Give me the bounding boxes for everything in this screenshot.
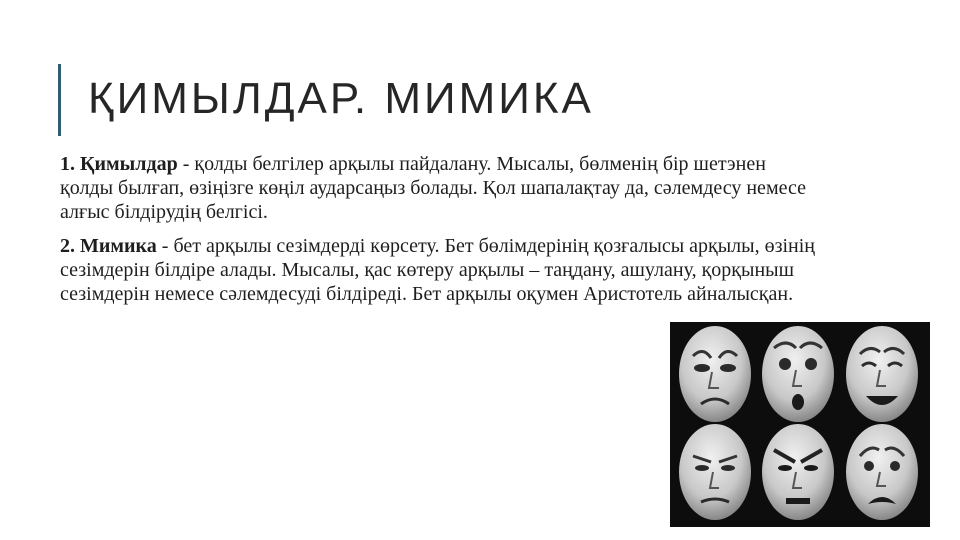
paragraph-mimicry: [60, 234, 820, 306]
paragraph-gestures: [60, 152, 820, 224]
body-text: [60, 152, 820, 316]
paragraph-term: 2. Мимика: [60, 235, 157, 257]
paragraph-text: - қолды белгілер арқылы пайдалану. Мысалы, бөлменің бір шетэнен қолды былғап, өзіңізге көңіл аударсаңыз болады. Қол шапалақтау да, сәлемдесу немесе алғыс білдірудің белгісі.: [60, 153, 806, 223]
masks-photo: [670, 322, 930, 527]
mask-laughing: [846, 326, 918, 422]
mask-sad: [679, 326, 751, 422]
mask-fear: [846, 424, 918, 520]
mask-disgust: [679, 424, 751, 520]
mask-angry: [762, 424, 834, 520]
paragraph-term: 1. Қимылдар: [60, 153, 178, 175]
slide-title: ҚИМЫЛДАР. МИМИКА: [88, 74, 594, 123]
paragraph-text: - бет арқылы сезімдерді көрсету. Бет бөлімдерінің қозғалысы арқылы, өзінің сезімдерін білдіре алады. Мысалы, қас көтеру арқылы – таңдану, ашулану, қорқыныш сезімдерін немесе сәлемдесуді білдіреді. Бет арқылы оқумен Аристотель айналысқан.: [60, 235, 816, 305]
mask-surprised: [762, 326, 834, 422]
title-accent-bar: [58, 64, 61, 136]
